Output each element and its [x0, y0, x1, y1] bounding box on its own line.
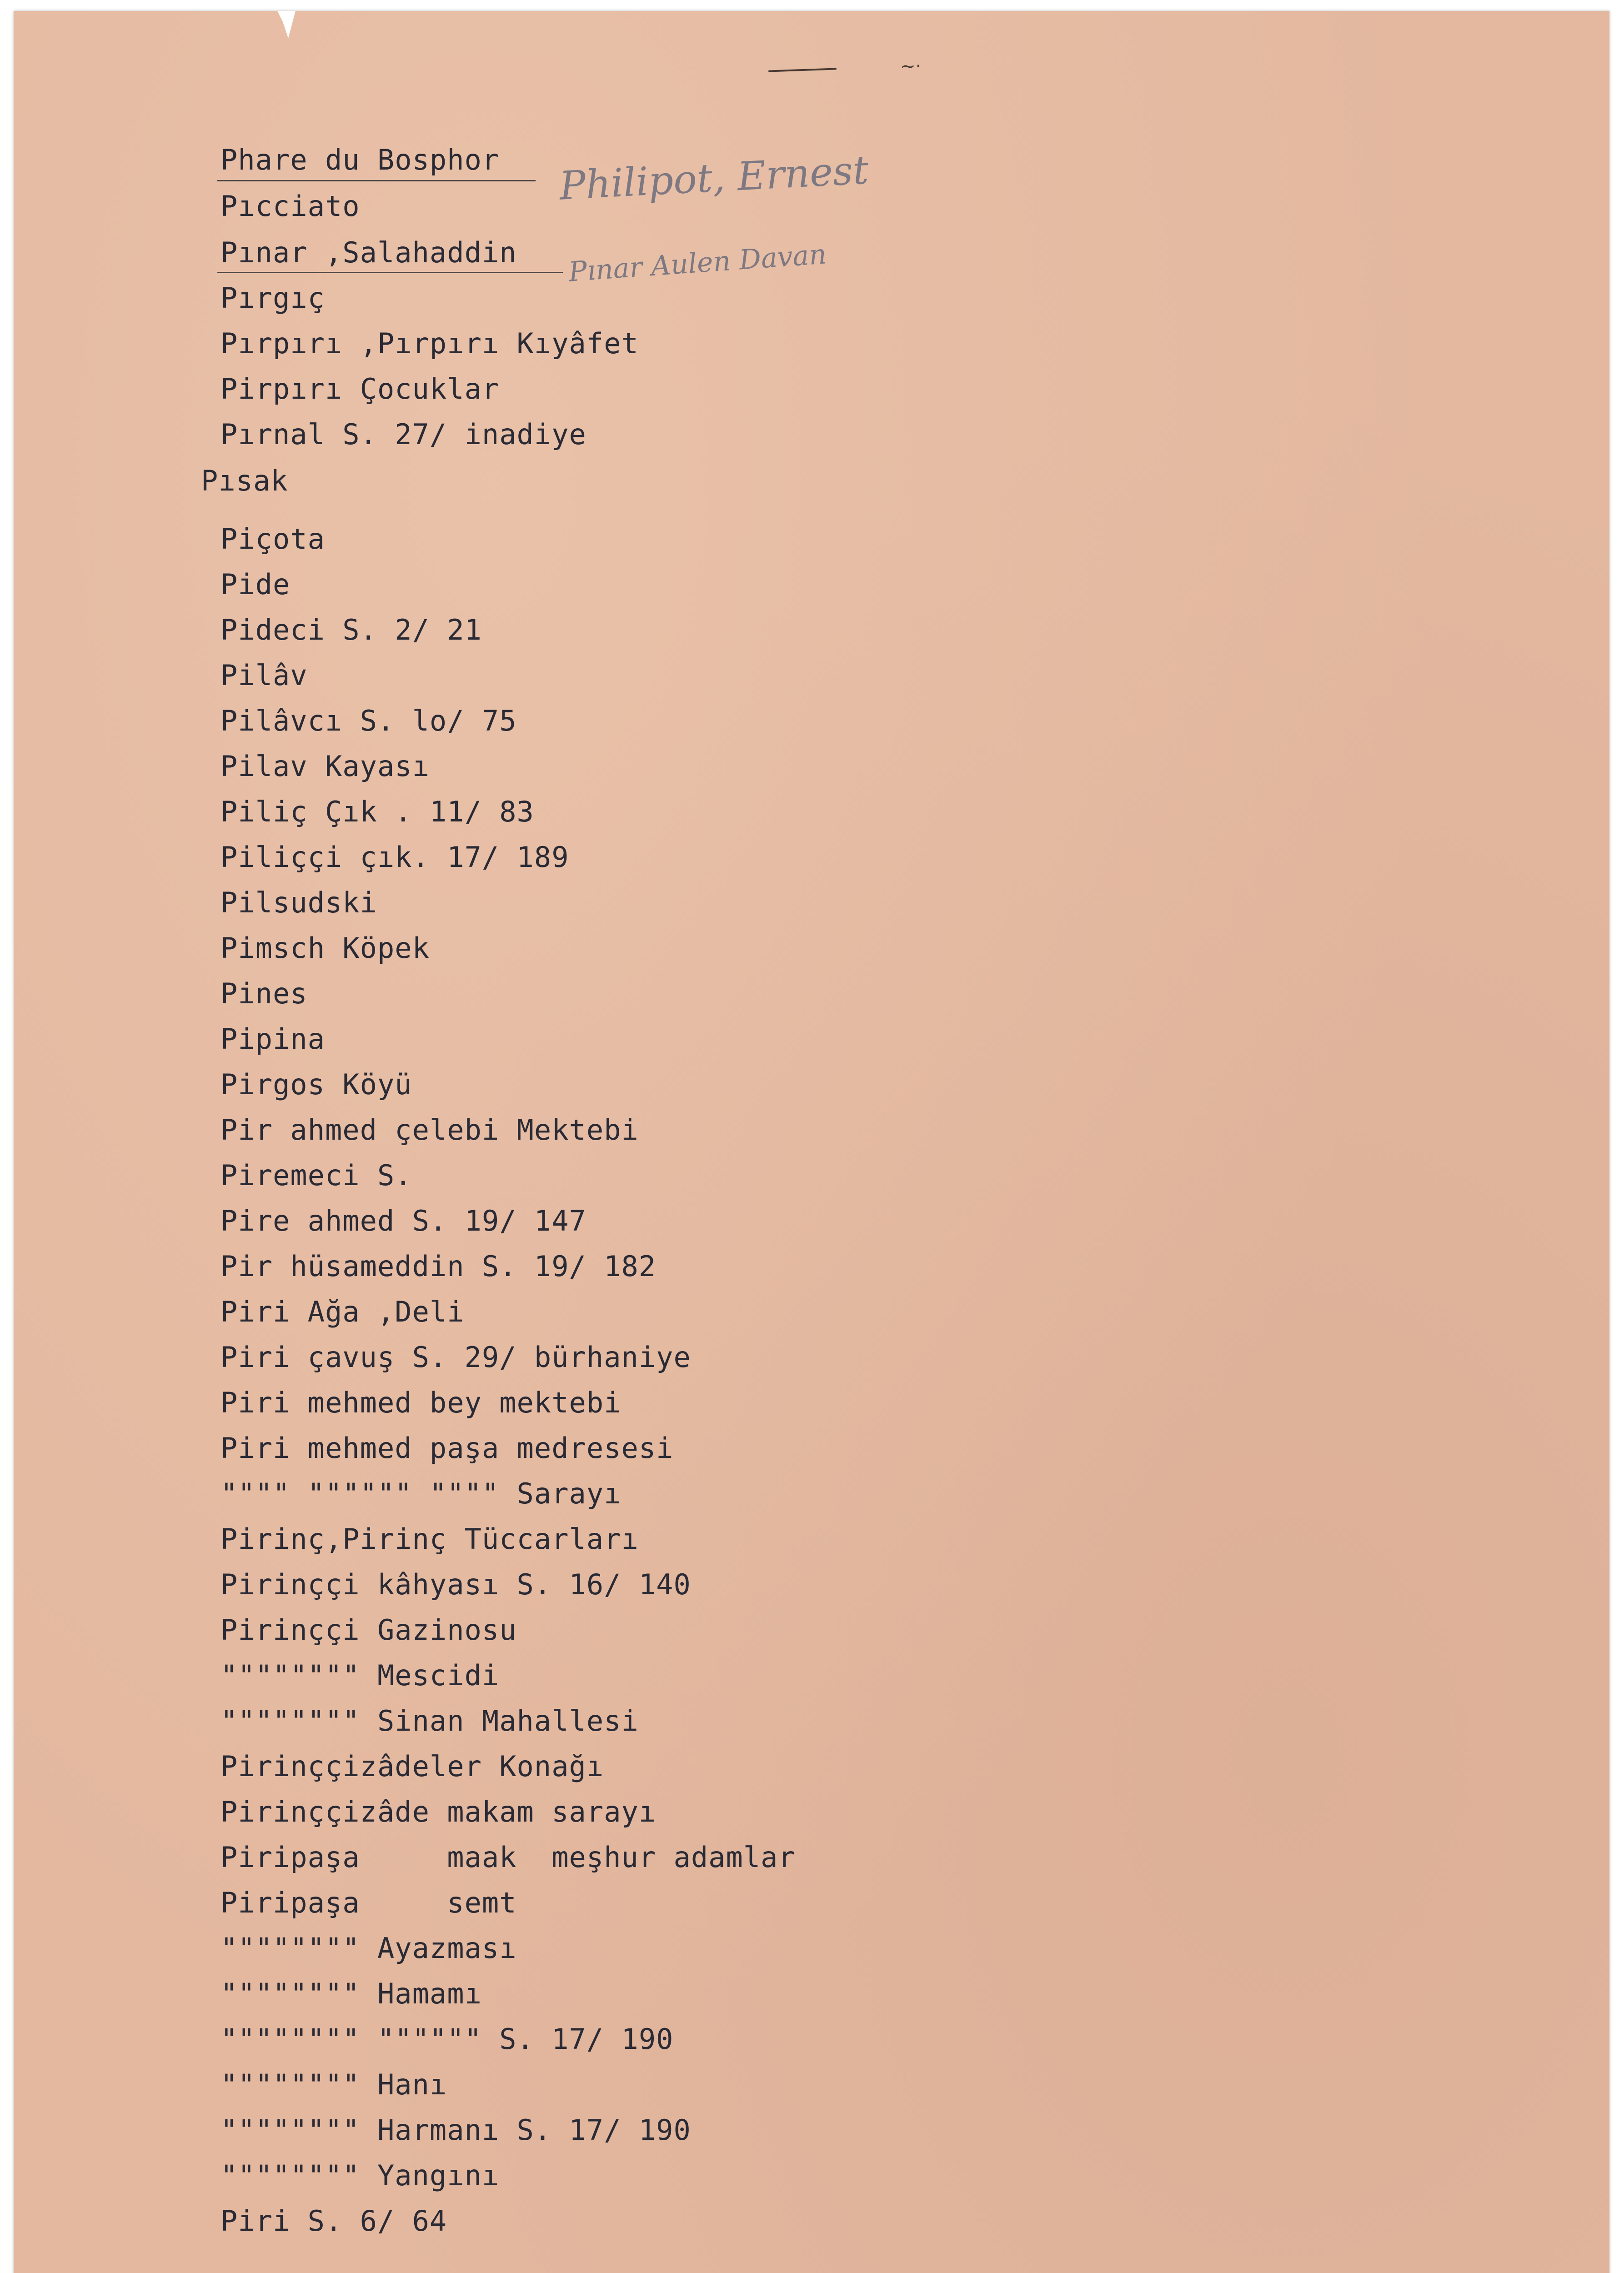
- entry-line: Pilav Kayası: [221, 750, 430, 783]
- entry-line: Pide: [221, 568, 291, 601]
- underline-rule: [217, 272, 563, 273]
- entry-line: Piripaşa maak meşhur adamlar: [221, 1841, 796, 1874]
- entry-line: Pirinççi kâhyası S. 16/ 140: [221, 1568, 691, 1601]
- entry-line: Piliççi çık. 17/ 189: [221, 841, 569, 874]
- entry-line: Piliç Çık . 11/ 83: [221, 795, 534, 828]
- entry-line: Pir hüsameddin S. 19/ 182: [221, 1250, 657, 1283]
- entry-line: Pısak: [201, 464, 288, 497]
- entry-line: Pideci S. 2/ 21: [221, 613, 482, 646]
- entry-line: Piri Ağa ,Deli: [221, 1295, 465, 1328]
- entry-line: """""""" """""" S. 17/ 190: [221, 2023, 674, 2056]
- entry-line: Pırgıç: [221, 281, 325, 315]
- entry-line: Pilâvcı S. lo/ 75: [221, 704, 517, 737]
- entry-line: Piripaşa semt: [221, 1886, 517, 1919]
- entry-line: Piri çavuş S. 29/ bürhaniye: [221, 1341, 691, 1374]
- entry-list: [14, 11, 1609, 2273]
- entry-line: Pıcciato: [221, 190, 360, 223]
- underline-rule: [217, 180, 536, 181]
- entry-line: Pırpırı ,Pırpırı Kıyâfet: [221, 327, 639, 360]
- entry-line: """""""" Ayazması: [221, 1932, 517, 1965]
- entry-line: Piçota: [221, 522, 325, 556]
- entry-line: Pirgos Köyü: [221, 1068, 412, 1101]
- entry-line: Pirinççizâdeler Konağı: [221, 1750, 604, 1783]
- entry-line: Pınar ,Salahaddin: [221, 236, 517, 269]
- entry-line: Pilsudski: [221, 886, 377, 919]
- entry-line: """""""" Hamamı: [221, 1977, 482, 2010]
- handwritten-note: Philipot, Ernest: [558, 147, 870, 209]
- entry-line: """""""" Yangını: [221, 2159, 500, 2192]
- archive-card: [14, 11, 1609, 2273]
- entry-line: Pırnal S. 27/ inadiye: [221, 418, 586, 451]
- entry-line: Pir ahmed çelebi Mektebi: [221, 1113, 639, 1147]
- entry-line: Piri S. 6/ 64: [221, 2204, 447, 2238]
- entry-line: Pines: [221, 977, 308, 1010]
- entry-line: """""""" Sinan Mahallesi: [221, 1704, 639, 1737]
- entry-line: Pirinççi Gazinosu: [221, 1613, 517, 1647]
- handwritten-note: Pınar Aulen Davan: [567, 238, 828, 288]
- entry-line: Pilâv: [221, 659, 308, 692]
- entry-line: Piremeci S.: [221, 1159, 412, 1192]
- entry-line: Pire ahmed S. 19/ 147: [221, 1204, 586, 1237]
- entry-line: """""""" Mescidi: [221, 1659, 500, 1692]
- entry-line: Pirpırı Çocuklar: [221, 372, 500, 406]
- entry-line: Phare du Bosphor: [221, 143, 500, 176]
- entry-line: Pirinççizâde makam sarayı: [221, 1795, 657, 1828]
- entry-line: Pipina: [221, 1022, 325, 1056]
- entry-line: """" """""" """" Sarayı: [221, 1477, 622, 1510]
- entry-line: Pimsch Köpek: [221, 931, 430, 965]
- entry-line: """""""" Hanı: [221, 2068, 447, 2101]
- pen-mark-2: ~·: [900, 56, 922, 77]
- entry-line: """""""" Harmanı S. 17/ 190: [221, 2113, 691, 2147]
- entry-line: Pirinç,Pirinç Tüccarları: [221, 1522, 639, 1556]
- entry-line: Piri mehmed paşa medresesi: [221, 1432, 674, 1465]
- entry-line: Piri mehmed bey mektebi: [221, 1386, 622, 1419]
